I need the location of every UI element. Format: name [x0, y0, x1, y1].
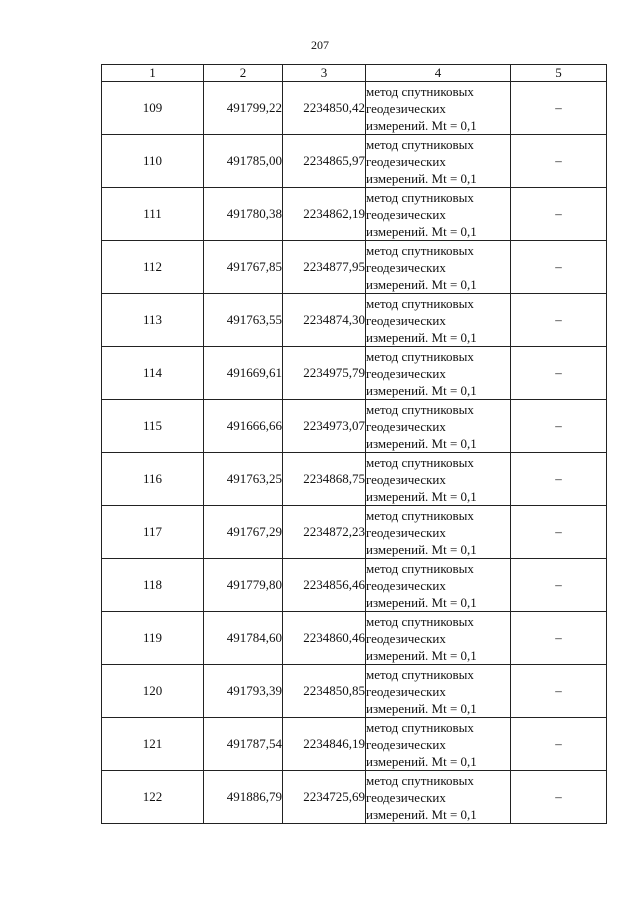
point-number-cell: 117 — [102, 506, 204, 559]
x-coordinate-cell: 491793,39 — [204, 665, 283, 718]
method-cell — [366, 241, 511, 294]
header-cell-4: 4 — [366, 65, 511, 82]
method-cell — [366, 506, 511, 559]
table-row — [102, 612, 607, 665]
x-coordinate-cell: 491669,61 — [204, 347, 283, 400]
table-row — [102, 347, 607, 400]
table-row — [102, 453, 607, 506]
method-text-line: метод спутниковых — [366, 719, 474, 735]
method-text-line: измерений. Mt = 0,1 — [366, 117, 477, 133]
method-text-line: метод спутниковых — [366, 772, 474, 788]
note-cell: – — [511, 241, 607, 294]
point-number-cell: 122 — [102, 771, 204, 824]
note-cell: – — [511, 347, 607, 400]
method-text-line: измерений. Mt = 0,1 — [366, 170, 477, 186]
y-coordinate-cell: 2234874,30 — [283, 294, 366, 347]
method-text-line: геодезических — [366, 683, 446, 699]
method-text-line: геодезических — [366, 365, 446, 381]
coordinates-table — [101, 64, 607, 824]
method-cell — [366, 188, 511, 241]
y-coordinate-cell: 2234725,69 — [283, 771, 366, 824]
note-cell: – — [511, 771, 607, 824]
method-text-line: измерений. Mt = 0,1 — [366, 594, 477, 610]
method-text-line: геодезических — [366, 524, 446, 540]
note-cell: – — [511, 453, 607, 506]
method-text-line: измерений. Mt = 0,1 — [366, 647, 477, 663]
x-coordinate-cell: 491666,66 — [204, 400, 283, 453]
note-cell: – — [511, 82, 607, 135]
method-cell — [366, 559, 511, 612]
method-text-line: измерений. Mt = 0,1 — [366, 806, 477, 822]
point-number-cell: 118 — [102, 559, 204, 612]
method-text-line: метод спутниковых — [366, 136, 474, 152]
method-cell — [366, 347, 511, 400]
y-coordinate-cell: 2234860,46 — [283, 612, 366, 665]
point-number-cell: 121 — [102, 718, 204, 771]
method-text-line: метод спутниковых — [366, 401, 474, 417]
method-cell — [366, 771, 511, 824]
y-coordinate-cell: 2234975,79 — [283, 347, 366, 400]
method-text-line: измерений. Mt = 0,1 — [366, 435, 477, 451]
method-cell — [366, 82, 511, 135]
note-cell: – — [511, 665, 607, 718]
table-row — [102, 718, 607, 771]
header-cell-3: 3 — [283, 65, 366, 82]
x-coordinate-cell: 491785,00 — [204, 135, 283, 188]
y-coordinate-cell: 2234850,85 — [283, 665, 366, 718]
x-coordinate-cell: 491763,55 — [204, 294, 283, 347]
method-text-line: метод спутниковых — [366, 560, 474, 576]
method-cell — [366, 400, 511, 453]
method-text-line: измерений. Mt = 0,1 — [366, 223, 477, 239]
table-row — [102, 506, 607, 559]
method-text-line: измерений. Mt = 0,1 — [366, 541, 477, 557]
method-text-line: измерений. Mt = 0,1 — [366, 382, 477, 398]
method-text-line: измерений. Mt = 0,1 — [366, 753, 477, 769]
table-row — [102, 135, 607, 188]
y-coordinate-cell: 2234868,75 — [283, 453, 366, 506]
method-text-line: геодезических — [366, 577, 446, 593]
x-coordinate-cell: 491763,25 — [204, 453, 283, 506]
method-text-line: геодезических — [366, 259, 446, 275]
page-number: 207 — [311, 38, 329, 52]
note-cell: – — [511, 400, 607, 453]
table-row — [102, 665, 607, 718]
point-number-cell: 113 — [102, 294, 204, 347]
table-row — [102, 771, 607, 824]
note-cell: – — [511, 135, 607, 188]
method-text-line: геодезических — [366, 630, 446, 646]
method-text-line: геодезических — [366, 418, 446, 434]
table-row — [102, 188, 607, 241]
method-text-line: метод спутниковых — [366, 613, 474, 629]
y-coordinate-cell: 2234865,97 — [283, 135, 366, 188]
table-row — [102, 294, 607, 347]
y-coordinate-cell: 2234862,19 — [283, 188, 366, 241]
x-coordinate-cell: 491779,80 — [204, 559, 283, 612]
method-text-line: метод спутниковых — [366, 348, 474, 364]
header-cell-5: 5 — [511, 65, 607, 82]
point-number-cell: 109 — [102, 82, 204, 135]
table-row — [102, 559, 607, 612]
method-text-line: метод спутниковых — [366, 666, 474, 682]
method-text-line: геодезических — [366, 471, 446, 487]
method-cell — [366, 665, 511, 718]
method-text-line: измерений. Mt = 0,1 — [366, 276, 477, 292]
point-number-cell: 110 — [102, 135, 204, 188]
method-text-line: метод спутниковых — [366, 242, 474, 258]
y-coordinate-cell: 2234850,42 — [283, 82, 366, 135]
method-text-line: метод спутниковых — [366, 295, 474, 311]
method-text-line: геодезических — [366, 100, 446, 116]
y-coordinate-cell: 2234846,19 — [283, 718, 366, 771]
x-coordinate-cell: 491767,29 — [204, 506, 283, 559]
y-coordinate-cell: 2234856,46 — [283, 559, 366, 612]
header-cell-1: 1 — [102, 65, 204, 82]
x-coordinate-cell: 491799,22 — [204, 82, 283, 135]
point-number-cell: 119 — [102, 612, 204, 665]
method-cell — [366, 718, 511, 771]
note-cell: – — [511, 188, 607, 241]
method-cell — [366, 294, 511, 347]
note-cell: – — [511, 612, 607, 665]
table-header-row — [102, 65, 607, 82]
method-text-line: геодезических — [366, 206, 446, 222]
x-coordinate-cell: 491780,38 — [204, 188, 283, 241]
method-text-line: метод спутниковых — [366, 454, 474, 470]
table-body — [102, 65, 607, 824]
note-cell: – — [511, 294, 607, 347]
method-text-line: геодезических — [366, 153, 446, 169]
point-number-cell: 111 — [102, 188, 204, 241]
y-coordinate-cell: 2234973,07 — [283, 400, 366, 453]
point-number-cell: 120 — [102, 665, 204, 718]
table-row — [102, 241, 607, 294]
point-number-cell: 115 — [102, 400, 204, 453]
point-number-cell: 116 — [102, 453, 204, 506]
method-cell — [366, 612, 511, 665]
x-coordinate-cell: 491787,54 — [204, 718, 283, 771]
y-coordinate-cell: 2234872,23 — [283, 506, 366, 559]
method-cell — [366, 135, 511, 188]
method-text-line: измерений. Mt = 0,1 — [366, 329, 477, 345]
x-coordinate-cell: 491886,79 — [204, 771, 283, 824]
note-cell: – — [511, 718, 607, 771]
y-coordinate-cell: 2234877,95 — [283, 241, 366, 294]
method-text-line: геодезических — [366, 312, 446, 328]
x-coordinate-cell: 491767,85 — [204, 241, 283, 294]
note-cell: – — [511, 559, 607, 612]
method-cell — [366, 453, 511, 506]
method-text-line: метод спутниковых — [366, 507, 474, 523]
table-row — [102, 400, 607, 453]
method-text-line: геодезических — [366, 736, 446, 752]
method-text-line: геодезических — [366, 789, 446, 805]
method-text-line: измерений. Mt = 0,1 — [366, 488, 477, 504]
table-row — [102, 82, 607, 135]
method-text-line: метод спутниковых — [366, 189, 474, 205]
x-coordinate-cell: 491784,60 — [204, 612, 283, 665]
point-number-cell: 112 — [102, 241, 204, 294]
point-number-cell: 114 — [102, 347, 204, 400]
header-cell-2: 2 — [204, 65, 283, 82]
note-cell: – — [511, 506, 607, 559]
method-text-line: метод спутниковых — [366, 83, 474, 99]
method-text-line: измерений. Mt = 0,1 — [366, 700, 477, 716]
